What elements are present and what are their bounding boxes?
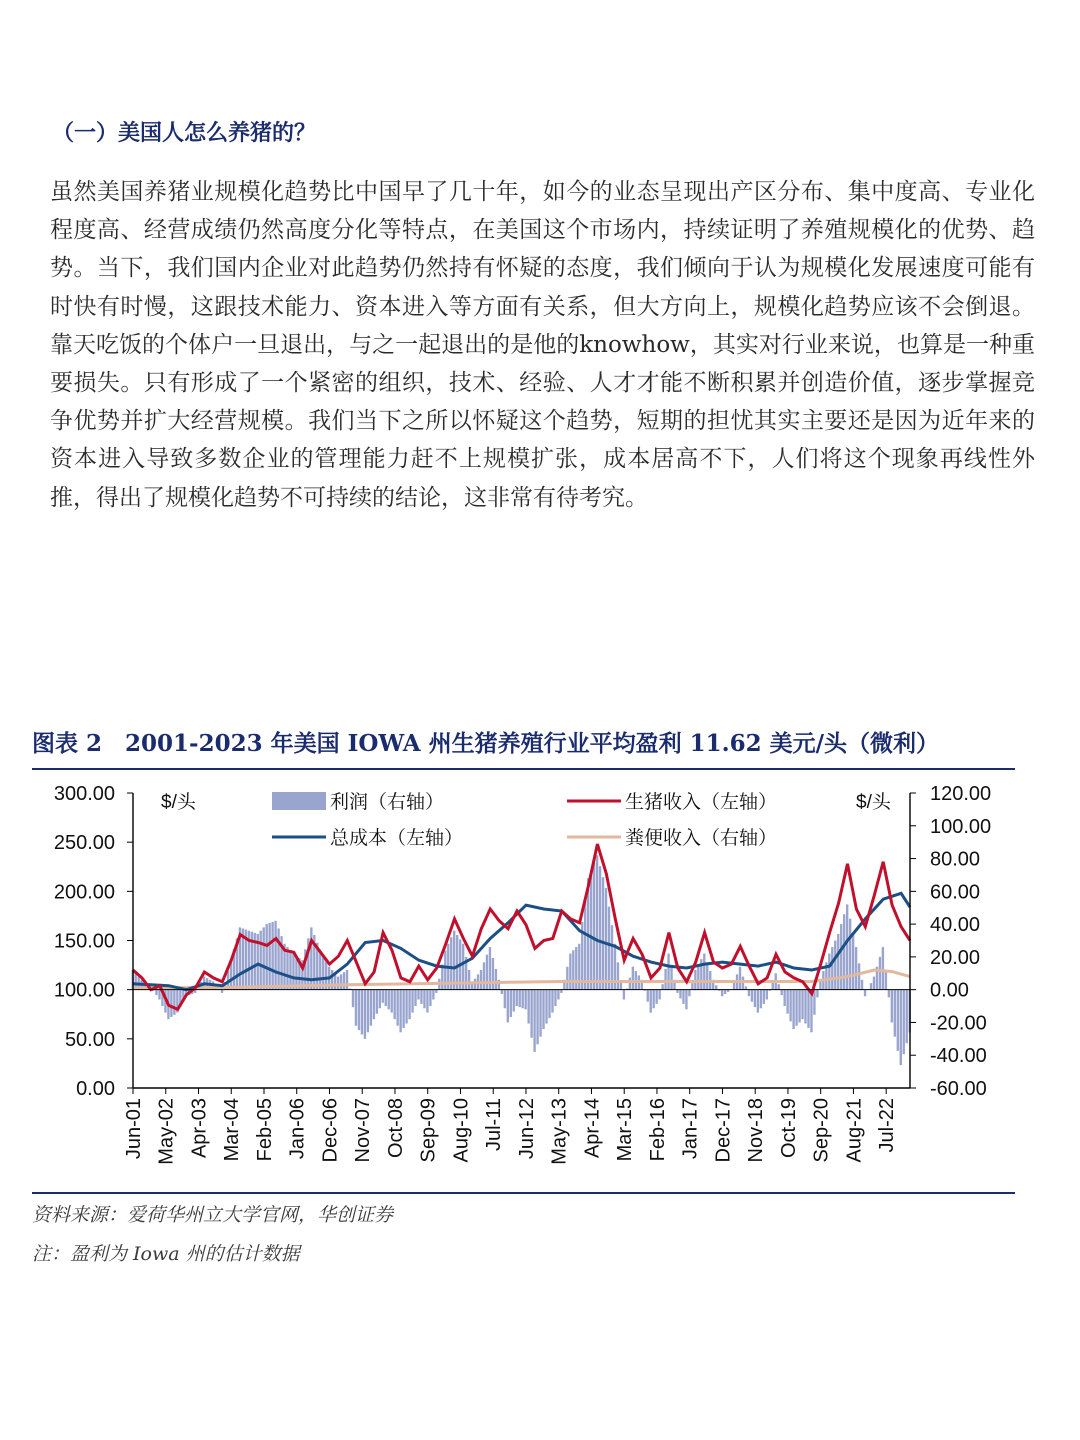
profit-bar: [393, 990, 395, 1020]
profit-bar: [572, 950, 574, 989]
profit-bar: [602, 877, 604, 990]
profit-bar: [739, 967, 741, 990]
profit-bar: [751, 990, 753, 1002]
profit-bar: [861, 980, 863, 990]
profit-bar: [414, 990, 416, 1006]
profit-bar: [522, 990, 524, 1009]
profit-bar: [670, 967, 672, 990]
profit-bar: [891, 990, 893, 1023]
profit-bar: [661, 984, 663, 989]
profit-bar: [539, 990, 541, 1037]
profit-bar: [852, 933, 854, 990]
profit-bar: [599, 866, 601, 989]
profit-bar: [816, 990, 818, 998]
profit-bar: [706, 962, 708, 989]
profit-bar: [873, 977, 875, 990]
profit-bar: [551, 990, 553, 1013]
profit-bar: [667, 954, 669, 990]
profit-bar: [864, 990, 866, 997]
profit-bar: [480, 970, 482, 990]
x-tick-label: Jan-06: [286, 1098, 309, 1160]
profit-bar: [405, 990, 407, 1024]
profit-bar: [391, 990, 393, 1013]
profit-bar: [652, 990, 654, 1009]
profit-bar: [370, 990, 372, 1026]
x-tick-label: May-02: [155, 1098, 178, 1165]
profit-bar: [694, 970, 696, 990]
profit-bar: [286, 947, 288, 990]
profit-bar: [513, 990, 515, 1012]
profit-bar: [831, 947, 833, 990]
right-tick-label: 60.00: [930, 881, 981, 904]
profit-bar: [596, 855, 598, 989]
profit-bar: [516, 990, 518, 1006]
right-tick-label: -20.00: [930, 1012, 987, 1035]
left-tick-label: 0.00: [76, 1078, 115, 1100]
profit-bar: [263, 927, 265, 989]
profit-bar: [682, 990, 684, 1004]
x-tick-label: Jul-11: [483, 1098, 506, 1151]
profit-bar: [402, 990, 404, 1028]
x-tick-label: Feb-05: [253, 1098, 276, 1162]
x-tick-label: Feb-16: [646, 1098, 669, 1162]
profit-bar: [772, 982, 774, 990]
profit-bar: [423, 990, 425, 1009]
profit-bar: [566, 967, 568, 990]
x-tick-label: Apr-03: [188, 1098, 211, 1159]
profit-bar: [590, 871, 592, 990]
profit-bar: [468, 970, 470, 990]
x-tick-label: Oct-08: [384, 1098, 407, 1159]
profit-bar: [557, 990, 559, 1000]
profit-bar: [786, 990, 788, 1014]
legend-label: 粪便收入（右轴）: [625, 828, 778, 849]
right-tick-label: 120.00: [930, 783, 992, 805]
profit-bar: [331, 970, 333, 990]
profit-bar: [715, 985, 717, 989]
profit-bar: [885, 972, 887, 989]
figure-bottom-rule: [32, 1192, 1015, 1194]
profit-bar: [837, 934, 839, 990]
profit-bar: [277, 928, 279, 989]
x-tick-label: Nov-18: [745, 1098, 768, 1163]
profit-bar: [158, 990, 160, 1000]
profit-bar: [507, 990, 509, 1023]
profit-bar: [545, 990, 547, 1024]
profit-bar: [685, 990, 687, 1010]
x-tick-label: Dec-17: [712, 1098, 735, 1163]
profit-bar: [721, 990, 723, 997]
profit-bar: [569, 954, 571, 990]
profit-bar: [855, 947, 857, 990]
right-tick-label: -60.00: [930, 1078, 987, 1100]
profit-bar: [888, 990, 890, 998]
profit-bar: [527, 990, 529, 1024]
body-paragraph: 虽然美国养猪业规模化趋势比中国早了几十年，如今的业态呈现出产区分布、集中度高、专业化程度高、经营成绩仍然高度分化等特点，在美国这个市场内，持续证明了养殖规模化的优势、趋势。当下，我们国内企业对此趋势仍然持有怀疑的态度，我们倾向于认为规模化发展速度可能有时快有时慢，这跟技术能力、资本进入等方面有关系，但大方向上，规模化趋势应该不会倒退。靠天吃饭的个体户一旦退出，与之一起退出的是他的knowhow，其实对行业来说，也算是一种重要损失。只有形成了一个紧密的组织，技术、经验、人才才能不断积累并创造价值，逐步掌握竞争优势并扩大经营规模。我们当下之所以怀疑这个趋势，短期的担忧其实主要还是因为近年来的资本进入导致多数企业的管理能力赶不上规模扩张，成本居高不下，人们将这个现象再线性外推，得出了规模化趋势不可持续的结论，这非常有待考究。: [50, 179, 1035, 511]
profit-bar: [903, 990, 905, 1054]
profit-bar: [501, 990, 503, 994]
profit-bar: [894, 990, 896, 1037]
profit-bar: [870, 983, 872, 990]
profit-bar: [849, 919, 851, 990]
profit-bar: [617, 962, 619, 989]
profit-bar: [340, 974, 342, 989]
right-tick-label: 100.00: [930, 815, 992, 838]
profit-bar: [647, 990, 649, 1002]
profit-bar: [379, 990, 381, 1009]
profit-bar: [658, 990, 660, 1000]
left-tick-label: 100.00: [53, 979, 115, 1002]
x-tick-label: Mar-15: [614, 1098, 637, 1162]
profit-bar: [483, 962, 485, 989]
profit-bar: [733, 982, 735, 990]
profit-bar: [792, 990, 794, 1029]
profit-bar: [650, 990, 652, 1013]
profit-bar: [629, 978, 631, 990]
profit-bar: [763, 990, 765, 1004]
profit-bar: [813, 990, 815, 1015]
profit-bar: [766, 990, 768, 1000]
legend-label: 总成本（左轴）: [330, 828, 464, 849]
left-axis-unit: $/头: [161, 792, 196, 813]
profit-bar: [486, 955, 488, 990]
x-tick-label: Aug-10: [450, 1098, 473, 1163]
profit-bar: [274, 921, 276, 990]
profit-bar: [679, 990, 681, 999]
right-tick-label: 20.00: [930, 946, 981, 969]
legend-label: 利润（右轴）: [330, 792, 445, 813]
profit-bar: [510, 990, 512, 1017]
profit-bar: [367, 990, 369, 1033]
x-tick-label: Jan-17: [679, 1098, 702, 1160]
profit-bar: [492, 958, 494, 990]
profit-bar: [155, 990, 157, 995]
profit-bar: [742, 977, 744, 990]
profit-bar: [441, 965, 443, 990]
profit-bar: [834, 941, 836, 990]
left-tick-label: 300.00: [53, 783, 115, 805]
profit-bar: [840, 924, 842, 990]
profit-bar: [760, 990, 762, 1009]
profit-bar: [343, 972, 345, 989]
legend-swatch-profit: [272, 792, 326, 810]
profit-bar: [781, 990, 783, 995]
x-tick-label: Dec-06: [319, 1098, 342, 1163]
profit-bar: [548, 990, 550, 1018]
profit-bar: [688, 990, 690, 997]
profit-bar: [798, 990, 800, 1023]
profit-bar: [173, 990, 175, 1015]
profit-bar: [456, 935, 458, 990]
x-tick-label: Jun-01: [123, 1098, 145, 1160]
profit-bar: [361, 990, 363, 1035]
profit-bar: [655, 990, 657, 1004]
section-heading: （一）美国人怎么养猪的？: [52, 120, 317, 146]
right-tick-label: 80.00: [930, 848, 981, 871]
profit-bar: [542, 990, 544, 1029]
x-tick-label: Jun-12: [515, 1098, 538, 1160]
x-tick-label: Oct-19: [777, 1098, 800, 1159]
x-tick-label: Jul-22: [876, 1098, 899, 1153]
figure-title: 图表 2 2001-2023 年美国 IOWA 州生猪养殖行业平均盈利 11.62 美元/头（微利）: [32, 730, 940, 757]
profit-bar: [801, 990, 803, 1020]
profit-bar: [260, 931, 262, 990]
profit-bar: [611, 925, 613, 989]
profit-bar: [605, 888, 607, 990]
x-tick-label: Mar-04: [221, 1098, 244, 1162]
profit-bar: [882, 947, 884, 990]
profit-bar: [691, 983, 693, 990]
profit-bar: [364, 990, 366, 1039]
left-tick-label: 50.00: [64, 1028, 115, 1051]
profit-bar: [271, 922, 273, 990]
profit-bar: [388, 990, 390, 1010]
profit-bar: [632, 967, 634, 990]
profit-bar: [376, 990, 378, 1014]
profit-bars: [132, 855, 911, 1065]
profit-bar: [355, 990, 357, 1026]
profit-bar: [789, 990, 791, 1022]
profit-bar: [417, 990, 419, 1000]
profit-bar: [524, 990, 526, 1010]
profit-bar: [757, 990, 759, 1013]
x-tick-label: Nov-07: [352, 1098, 375, 1163]
profit-bar: [584, 900, 586, 990]
profit-bar: [879, 957, 881, 990]
profit-bar: [703, 954, 705, 990]
right-axis-unit: $/头: [856, 792, 891, 813]
profit-bar: [795, 990, 797, 1026]
profit-bar: [495, 969, 497, 990]
profit-bar: [319, 950, 321, 989]
profit-bar: [623, 990, 625, 1000]
profit-bar: [858, 963, 860, 989]
profit-bar: [664, 969, 666, 990]
profit-bar: [593, 863, 595, 990]
profit-bar: [828, 954, 830, 990]
profit-bar: [575, 947, 577, 990]
figure-note: 注：盈利为 Iowa 州的估计数据: [32, 1243, 300, 1265]
profit-bar: [778, 984, 780, 989]
profit-bar: [337, 977, 339, 990]
profit-bar: [426, 990, 428, 1013]
profit-bar: [292, 954, 294, 990]
profit-bar: [697, 965, 699, 990]
right-tick-label: 40.00: [930, 914, 981, 937]
profit-bar: [504, 990, 506, 1009]
right-tick-label: 0.00: [930, 979, 969, 1002]
profit-bar: [408, 990, 410, 1020]
left-tick-label: 150.00: [53, 930, 115, 953]
profit-bar: [536, 990, 538, 1045]
profit-bar: [265, 924, 267, 990]
profit-bar: [533, 990, 535, 1052]
profit-bar: [748, 990, 750, 997]
x-tick-label: Aug-21: [843, 1098, 866, 1163]
x-tick-label: Sep-20: [810, 1098, 833, 1163]
profit-bar: [906, 990, 908, 1044]
profit-bar: [399, 990, 401, 1033]
profit-chart: [0, 770, 1080, 1190]
profit-bar: [432, 990, 434, 1000]
profit-bar: [373, 990, 375, 1020]
profit-bar: [420, 990, 422, 1004]
profit-bar: [900, 990, 902, 1065]
profit-bar: [783, 990, 785, 1006]
left-tick-label: 200.00: [53, 881, 115, 904]
profit-bar: [382, 990, 384, 1003]
profit-bar: [453, 931, 455, 990]
profit-bar: [268, 923, 270, 990]
profit-bar: [385, 990, 387, 1006]
profit-bar: [724, 990, 726, 994]
profit-bar: [289, 950, 291, 989]
figure-source: 资料来源：爱荷华州立大学官网，华创证券: [32, 1204, 394, 1226]
profit-bar: [411, 990, 413, 1013]
chart-legend: [272, 791, 777, 849]
x-tick-label: Apr-14: [581, 1098, 604, 1159]
legend-label: 生猪收入（左轴）: [625, 792, 778, 813]
right-tick-label: -40.00: [930, 1045, 987, 1068]
profit-bar: [754, 990, 756, 1007]
left-tick-label: 250.00: [53, 832, 115, 855]
profit-bar: [519, 990, 521, 1007]
profit-bar: [807, 990, 809, 1028]
x-tick-label: Sep-09: [417, 1098, 440, 1163]
profit-bar: [170, 990, 172, 1017]
profit-bar: [429, 990, 431, 1006]
profit-bar: [804, 990, 806, 1024]
profit-bar: [358, 990, 360, 1030]
profit-bar: [608, 907, 610, 990]
profit-bar: [554, 990, 556, 1006]
profit-bar: [897, 990, 899, 1051]
profit-bar: [346, 970, 348, 990]
profit-bar: [352, 990, 354, 1007]
x-tick-label: May-13: [548, 1098, 571, 1165]
profit-bar: [530, 990, 532, 1038]
profit-bar: [396, 990, 398, 1026]
